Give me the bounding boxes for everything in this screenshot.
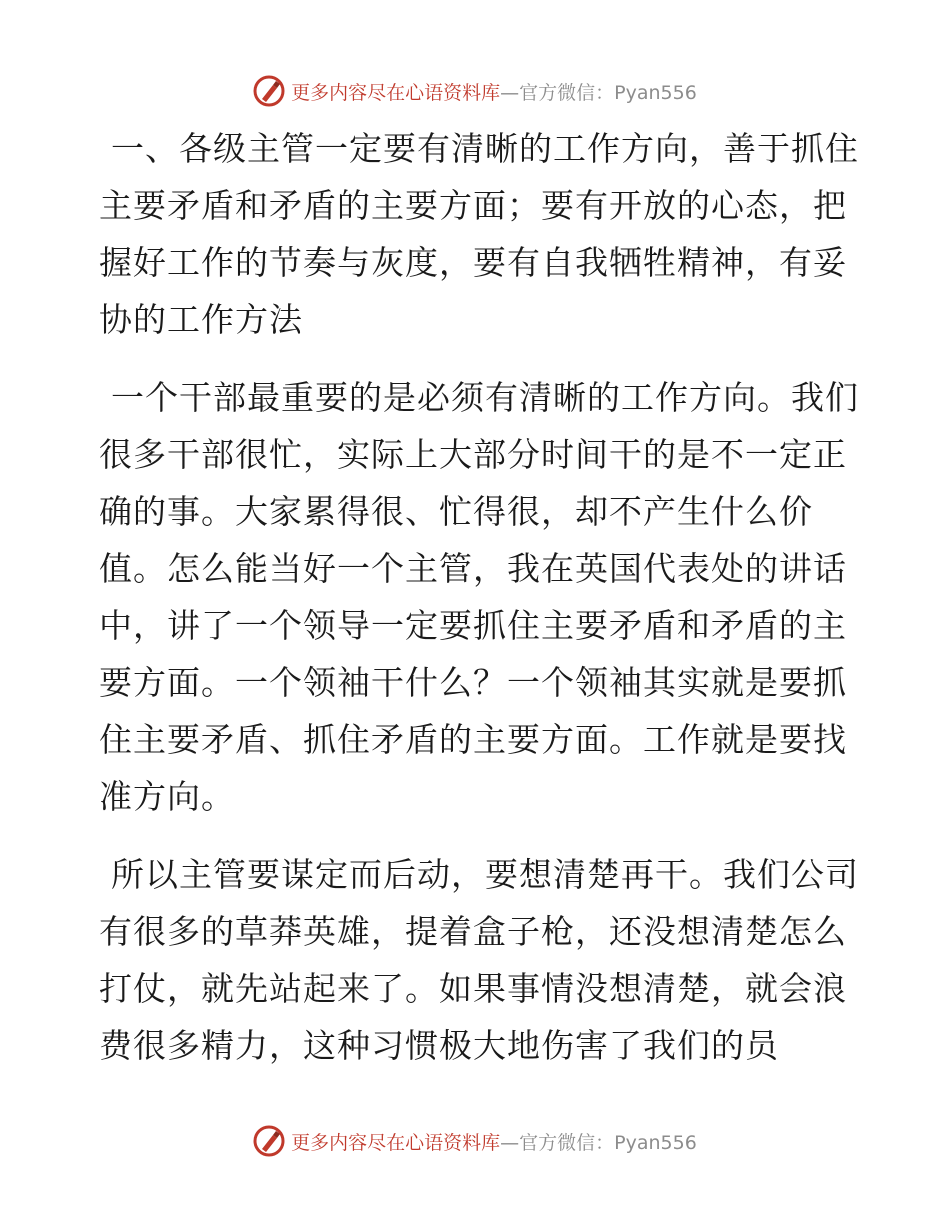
paragraph-1: 一、各级主管一定要有清晰的工作方向，善于抓住主要矛盾和矛盾的主要方面；要有开放的心态，把握好工作的节奏与灰度，要有自我牺牲精神，有妥协的工作方法 <box>99 129 859 339</box>
header-banner-text <box>291 78 697 105</box>
footer-banner-text <box>291 1128 697 1155</box>
paragraph-2: 一个干部最重要的是必须有清晰的工作方向。我们很多干部很忙，实际上大部分时间干的是不一定正确的事。大家累得很、忙得很，却不产生什么价值。怎么能当好一个主管，我在英国代表处的讲话中，讲了一个领导一定要抓住主要矛盾和矛盾的主要方面。一个领袖干什么？一个领袖其实就是要抓住主要矛盾、抓住矛盾的主要方面。工作就是要找准方向。 <box>99 378 859 816</box>
footer-wechat-text: 官方微信：Pyan556 <box>519 1131 697 1154</box>
footer-dash: — <box>500 1131 520 1154</box>
pen-nib-logo-icon <box>253 75 285 107</box>
header-wechat-text: 官方微信：Pyan556 <box>519 81 697 104</box>
header-dash: — <box>500 81 520 104</box>
document-body <box>99 120 859 1074</box>
paragraph-3: 所以主管要谋定而后动，要想清楚再干。我们公司有很多的草莽英雄，提着盒子枪，还没想清楚怎么打仗，就先站起来了。如果事情没想清楚，就会浪费很多精力，这种习惯极大地伤害了我们的员 <box>99 855 859 1065</box>
footer-site-text: 更多内容尽在心语资料库 <box>291 1131 501 1154</box>
header-site-text: 更多内容尽在心语资料库 <box>291 81 501 104</box>
pen-nib-logo-icon <box>253 1125 285 1157</box>
footer-banner <box>0 1121 950 1161</box>
header-banner <box>0 71 950 111</box>
